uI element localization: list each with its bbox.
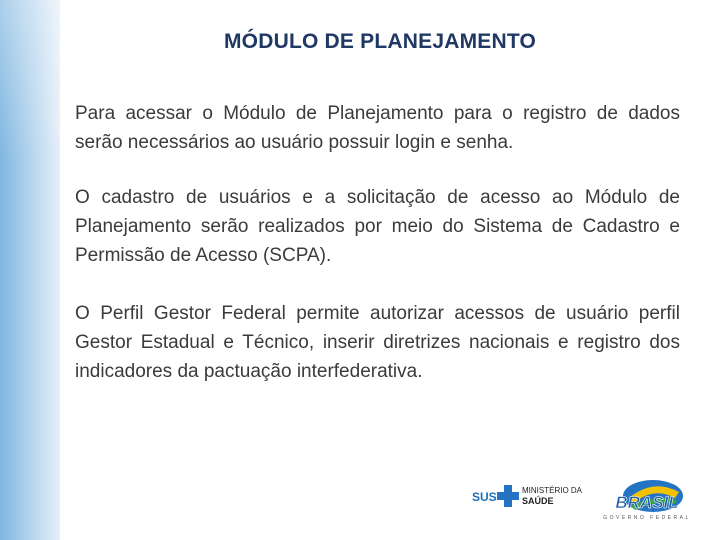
paragraph-cadastro: O cadastro de usuários e a solicitação de acesso ao Módulo de Planejamento serão realizados por meio do Sistema de Cadastro e Permissão de Acesso (SCPA). bbox=[75, 187, 680, 266]
brasil-wordmark: BRASIL bbox=[615, 493, 679, 512]
paragraph-login: Para acessar o Módulo de Planejamento para o registro de dados serão necessários ao usuário possuir login e senha. bbox=[75, 103, 680, 153]
ministerio-line2: SAÚDE bbox=[522, 496, 554, 506]
brasil-governo-federal-logo bbox=[595, 474, 705, 522]
governo-federal-text: GOVERNO FEDERAL bbox=[603, 515, 691, 521]
slide-title: MÓDULO DE PLANEJAMENTO bbox=[223, 30, 537, 53]
sus-logo: SUS bbox=[472, 490, 497, 504]
health-cross-icon bbox=[497, 485, 519, 507]
ministerio-line1: MINISTÉRIO DA bbox=[522, 486, 583, 495]
side-gradient-bar bbox=[0, 0, 60, 540]
paragraph-perfil: O Perfil Gestor Federal permite autorizar acessos de usuário perfil Gestor Estadual e Técnico, inserir diretrizes nacionais e registro dos indicadores da pactuação interfederativa. bbox=[75, 303, 680, 382]
ministerio-saude-logo bbox=[522, 486, 582, 507]
footer-logos bbox=[470, 474, 705, 522]
